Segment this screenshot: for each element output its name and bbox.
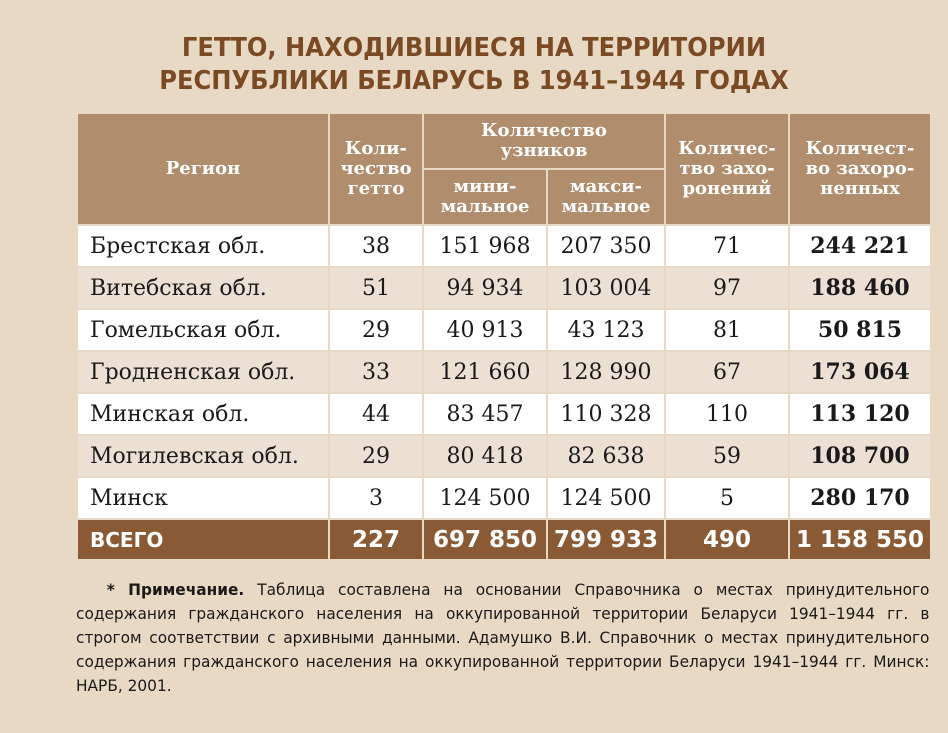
cell-ghettos: 29 [329,435,423,477]
footnote [76,578,929,698]
cell-min: 151 968 [423,225,547,267]
total-min: 697 850 [423,519,547,560]
cell-burials: 59 [665,435,789,477]
header-prisoners: Количество узников [423,113,665,169]
cell-buried: 244 221 [789,225,931,267]
cell-buried: 188 460 [789,267,931,309]
table-row [77,267,931,309]
cell-min: 40 913 [423,309,547,351]
header-min: мини- мальное [423,169,547,225]
total-max: 799 933 [547,519,665,560]
header-burials: Количес- тво захо- ронений [665,113,789,225]
cell-region: Минск [77,477,329,519]
cell-region: Гомельская обл. [77,309,329,351]
cell-burials: 97 [665,267,789,309]
cell-buried: 280 170 [789,477,931,519]
cell-buried: 113 120 [789,393,931,435]
table-row [77,435,931,477]
cell-min: 124 500 [423,477,547,519]
cell-burials: 71 [665,225,789,267]
total-buried: 1 158 550 [789,519,931,560]
table-row [77,225,931,267]
cell-buried: 50 815 [789,309,931,351]
footnote-label: * Примечание. [106,580,245,599]
cell-max: 43 123 [547,309,665,351]
cell-max: 128 990 [547,351,665,393]
cell-region: Гродненская обл. [77,351,329,393]
cell-ghettos: 3 [329,477,423,519]
footnote-text: Таблица составлена на основании Справочника о местах принудительного содержания гражданского населения на оккупированной территории Беларуси 1941–1944 гг. в строгом соответствии с архивными данными. Адамушко В.И. Справочник о местах принудительного содержания гражданского населения на оккупированной территории Беларуси 1941–1944 гг. Минск: НАРБ, 2001. [76,580,930,695]
table-row [77,393,931,435]
cell-min: 94 934 [423,267,547,309]
cell-max: 110 328 [547,393,665,435]
cell-burials: 5 [665,477,789,519]
cell-max: 124 500 [547,477,665,519]
header-max: макси- мальное [547,169,665,225]
cell-region: Витебская обл. [77,267,329,309]
header-buried: Количест- во захоро- ненных [789,113,931,225]
cell-min: 80 418 [423,435,547,477]
cell-burials: 67 [665,351,789,393]
total-ghettos: 227 [329,519,423,560]
ghetto-table [76,112,932,561]
cell-max: 207 350 [547,225,665,267]
cell-ghettos: 51 [329,267,423,309]
cell-burials: 81 [665,309,789,351]
title-line-2: РЕСПУБЛИКИ БЕЛАРУСЬ В 1941–1944 ГОДАХ [159,66,789,96]
cell-ghettos: 29 [329,309,423,351]
cell-min: 121 660 [423,351,547,393]
total-row [77,519,931,560]
cell-max: 82 638 [547,435,665,477]
table-row [77,477,931,519]
cell-region: Могилевская обл. [77,435,329,477]
cell-ghettos: 33 [329,351,423,393]
cell-buried: 108 700 [789,435,931,477]
total-region: ВСЕГО [77,519,329,560]
total-burials: 490 [665,519,789,560]
cell-ghettos: 44 [329,393,423,435]
cell-buried: 173 064 [789,351,931,393]
title-line-1: ГЕТТО, НАХОДИВШИЕСЯ НА ТЕРРИТОРИИ [181,33,767,63]
cell-max: 103 004 [547,267,665,309]
table-row [77,309,931,351]
header-region: Регион [77,113,329,225]
cell-region: Брестская обл. [77,225,329,267]
table-row [77,351,931,393]
cell-region: Минская обл. [77,393,329,435]
cell-ghettos: 38 [329,225,423,267]
cell-min: 83 457 [423,393,547,435]
page-title [33,32,915,98]
header-ghetto-count: Коли- чество гетто [329,113,423,225]
cell-burials: 110 [665,393,789,435]
